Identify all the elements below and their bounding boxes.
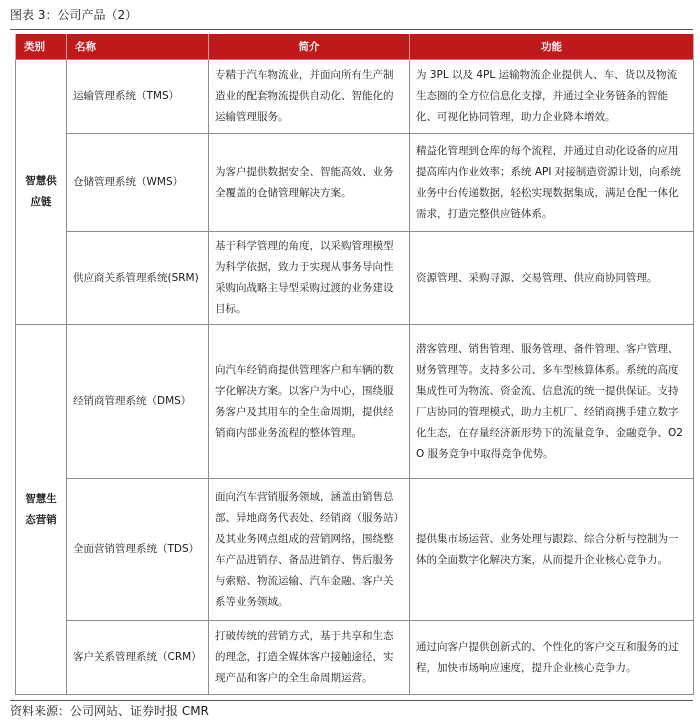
header-category: 类别 [16, 34, 67, 60]
product-name: 经销商管理系统（DMS） [67, 325, 209, 479]
caption-rule [10, 29, 693, 30]
product-intro: 面向汽车营销服务领域，涵盖由销售总部、异地商务代表处、经销商（服务站）及其业务网点组成的营销网络，围绕整车产品进销存、备品进销存、售后服务与索赔、物流运输、汽车金融、客户关系等业务领域。 [209, 479, 410, 621]
category-cell: 智慧生态营销 [16, 325, 67, 695]
product-intro: 打破传统的营销方式，基于共享和生态的理念，打造全媒体客户接触途径，实现产品和客户的全生命周期运营。 [209, 621, 410, 695]
product-name: 运输管理系统（TMS） [67, 60, 209, 134]
header-function: 功能 [410, 34, 694, 60]
product-intro: 为客户提供数据安全、智能高效、业务全覆盖的仓储管理解决方案。 [209, 134, 410, 232]
product-function: 潜客管理、销售管理、服务管理、备件管理、客户管理、财务管理等。支持多公司、多车型核算体系。系统的高度集成性可为物流、资金流、信息流的统一提供保证。支持厂店协同的管理模式，助力主机厂、经销商携手建立数字化生态，在存量经济新形势下的流量竞争、金融竞争、O2O 服务竞争中取得竞争优势。 [410, 325, 694, 479]
product-function: 精益化管理到仓库的每个流程，并通过自动化设备的应用提高库内作业效率；系统 API 对接制造资源计划，向系统业务中台传递数据，轻松实现数据集成，满足仓配一体化需求，打造完整供应链体系。 [410, 134, 694, 232]
product-intro: 专精于汽车物流业，并面向所有生产制造业的配套物流提供自动化、智能化的运输管理服务。 [209, 60, 410, 134]
table-row [16, 325, 694, 479]
category-cell: 智慧供应链 [16, 60, 67, 325]
table-header-row [16, 34, 694, 60]
table-row [16, 134, 694, 232]
product-intro: 向汽车经销商提供管理客户和车辆的数字化解决方案。以客户为中心，围绕服务客户及其用车的全生命周期，提供经销商内部业务流程的整体管理。 [209, 325, 410, 479]
header-intro: 简介 [209, 34, 410, 60]
source-note: 资料来源：公司网站、证券时报 CMR [10, 704, 209, 718]
product-name: 客户关系管理系统（CRM） [67, 621, 209, 695]
source-rule [10, 700, 693, 701]
header-name: 名称 [67, 34, 209, 60]
product-function: 为 3PL 以及 4PL 运输物流企业提供人、车、货以及物流生态圈的全方位信息化支撑，并通过全业务链条的智能化、可视化协同管理，助力企业降本增效。 [410, 60, 694, 134]
product-function: 提供集市场运营、业务处理与跟踪、综合分析与控制为一体的全面数字化解决方案，从而提升企业核心竞争力。 [410, 479, 694, 621]
table-row [16, 479, 694, 621]
table-row [16, 232, 694, 325]
product-name: 仓储管理系统（WMS） [67, 134, 209, 232]
table-row [16, 621, 694, 695]
product-name: 供应商关系管理系统(SRM) [67, 232, 209, 325]
product-intro: 基于科学管理的角度，以采购管理模型为科学依据，致力于实现从事务导向性采购向战略主导型采购过渡的业务建设目标。 [209, 232, 410, 325]
table-row [16, 60, 694, 134]
figure-caption: 图表 3：公司产品（2） [10, 8, 138, 22]
product-name: 全面营销管理系统（TDS） [67, 479, 209, 621]
product-function: 资源管理、采购寻源、交易管理、供应商协同管理。 [410, 232, 694, 325]
product-function: 通过向客户提供创新式的、个性化的客户交互和服务的过程，加快市场响应速度，提升企业核心竞争力。 [410, 621, 694, 695]
product-table [15, 34, 694, 695]
